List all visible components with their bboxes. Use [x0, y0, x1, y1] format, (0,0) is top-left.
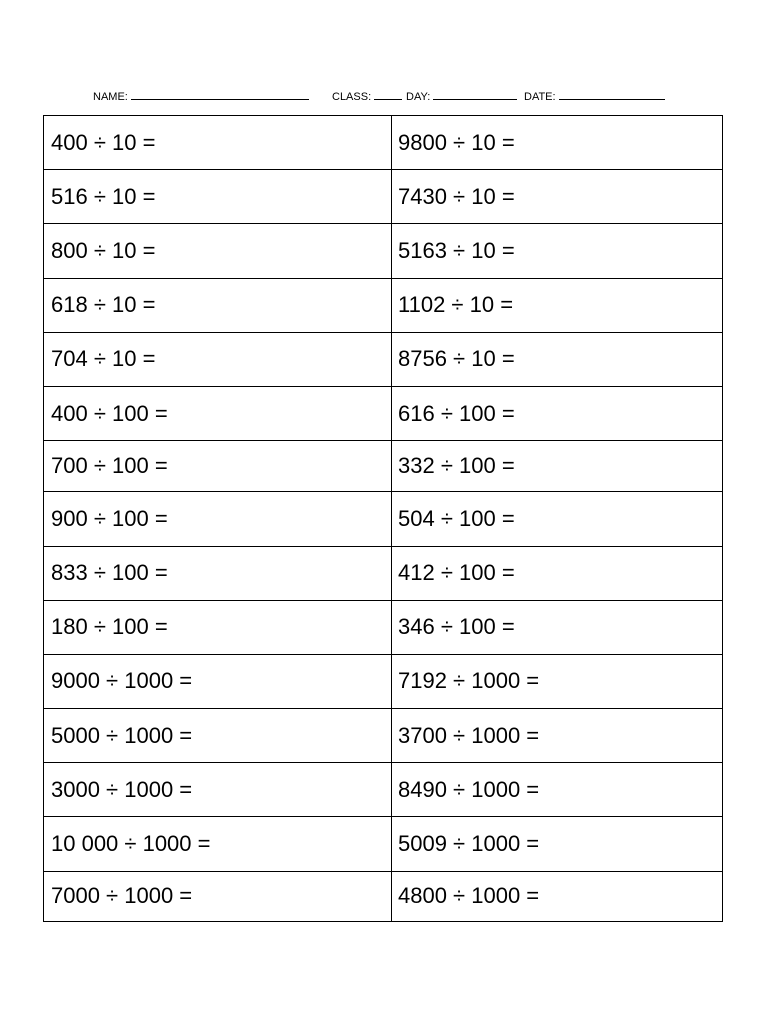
problem-cell[interactable]: 700 ÷ 100 =	[44, 441, 392, 492]
problem-cell[interactable]: 7000 ÷ 1000 =	[44, 871, 392, 921]
problem-cell[interactable]: 900 ÷ 100 =	[44, 492, 392, 546]
class-field[interactable]	[332, 88, 402, 105]
problem-row	[44, 278, 723, 332]
problem-cell[interactable]: 400 ÷ 10 =	[44, 116, 392, 170]
day-label: DAY:	[406, 91, 431, 103]
problem-cell[interactable]: 8756 ÷ 10 =	[392, 332, 723, 386]
problem-cell[interactable]: 10 000 ÷ 1000 =	[44, 817, 392, 871]
problem-row	[44, 600, 723, 654]
problems-table	[43, 115, 723, 922]
problem-row	[44, 441, 723, 492]
problem-row	[44, 116, 723, 170]
class-label: CLASS:	[332, 91, 372, 103]
problem-row	[44, 709, 723, 763]
problem-cell[interactable]: 412 ÷ 100 =	[392, 546, 723, 600]
problem-cell[interactable]: 5163 ÷ 10 =	[392, 224, 723, 278]
problem-cell[interactable]: 616 ÷ 100 =	[392, 386, 723, 440]
problem-cell[interactable]: 800 ÷ 10 =	[44, 224, 392, 278]
problem-cell[interactable]: 618 ÷ 10 =	[44, 278, 392, 332]
problem-cell[interactable]: 7192 ÷ 1000 =	[392, 654, 723, 708]
problem-cell[interactable]: 516 ÷ 10 =	[44, 170, 392, 224]
worksheet-header	[0, 88, 768, 104]
date-label: DATE:	[524, 91, 556, 103]
name-blank-line[interactable]	[131, 88, 309, 100]
day-blank-line[interactable]	[433, 88, 517, 100]
problem-cell[interactable]: 504 ÷ 100 =	[392, 492, 723, 546]
problem-cell[interactable]: 346 ÷ 100 =	[392, 600, 723, 654]
problem-row	[44, 224, 723, 278]
problem-row	[44, 492, 723, 546]
name-label: NAME:	[93, 91, 128, 103]
problem-cell[interactable]: 180 ÷ 100 =	[44, 600, 392, 654]
problem-row	[44, 332, 723, 386]
problem-cell[interactable]: 3700 ÷ 1000 =	[392, 709, 723, 763]
class-blank-line[interactable]	[374, 88, 402, 100]
problem-row	[44, 170, 723, 224]
problem-cell[interactable]: 3000 ÷ 1000 =	[44, 763, 392, 817]
day-field[interactable]	[406, 88, 517, 105]
problem-cell[interactable]: 704 ÷ 10 =	[44, 332, 392, 386]
problem-cell[interactable]: 9800 ÷ 10 =	[392, 116, 723, 170]
problem-row	[44, 546, 723, 600]
date-blank-line[interactable]	[559, 88, 665, 100]
problem-cell[interactable]: 5000 ÷ 1000 =	[44, 709, 392, 763]
problem-row	[44, 654, 723, 708]
problem-cell[interactable]: 7430 ÷ 10 =	[392, 170, 723, 224]
problem-cell[interactable]: 332 ÷ 100 =	[392, 441, 723, 492]
problem-cell[interactable]: 1102 ÷ 10 =	[392, 278, 723, 332]
problem-cell[interactable]: 9000 ÷ 1000 =	[44, 654, 392, 708]
problem-cell[interactable]: 8490 ÷ 1000 =	[392, 763, 723, 817]
problem-cell[interactable]: 400 ÷ 100 =	[44, 386, 392, 440]
problem-row	[44, 871, 723, 921]
date-field[interactable]	[524, 88, 665, 105]
problem-row	[44, 763, 723, 817]
name-field[interactable]	[93, 88, 309, 105]
problem-cell[interactable]: 4800 ÷ 1000 =	[392, 871, 723, 921]
problem-cell[interactable]: 5009 ÷ 1000 =	[392, 817, 723, 871]
problem-cell[interactable]: 833 ÷ 100 =	[44, 546, 392, 600]
problem-row	[44, 817, 723, 871]
problem-row	[44, 386, 723, 440]
